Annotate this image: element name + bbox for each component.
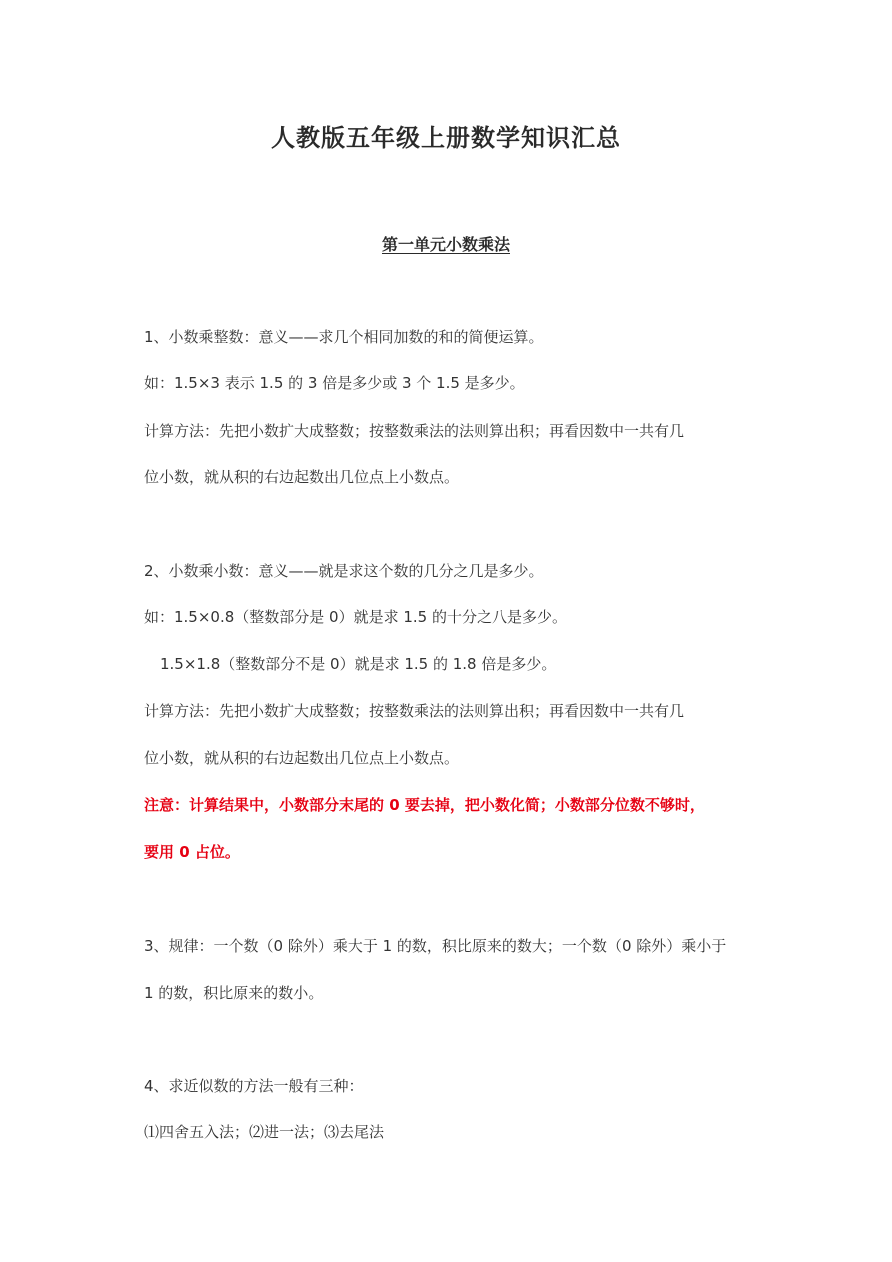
text-line-2: 如：1.5×3 表示 1.5 的 3 倍是多少或 3 个 1.5 是多少。 (144, 374, 525, 392)
unit-title (0, 232, 892, 255)
text-line-3: 计算方法：先把小数扩大成整数；按整数乘法的法则算出积；再看因数中一共有几 (144, 422, 685, 440)
text-line-4: 位小数，就从积的右边起数出几位点上小数点。 (144, 468, 460, 486)
text-line-15: ⑴四舍五入法；⑵进一法；⑶去尾法 (144, 1123, 385, 1141)
text-line-1: 1、小数乘整数：意义——求几个相同加数的和的简便运算。 (144, 328, 544, 346)
text-line-12: 3、规律：一个数（0 除外）乘大于 1 的数，积比原来的数大；一个数（0 除外）乘小于 (144, 937, 727, 955)
text-line-6: 如：1.5×0.8（整数部分是 0）就是求 1.5 的十分之八是多少。 (144, 608, 567, 626)
text-line-7: 1.5×1.8（整数部分不是 0）就是求 1.5 的 1.8 倍是多少。 (160, 655, 557, 673)
unit-title-text: 第一单元小数乘法 (381, 235, 510, 254)
text-line-14: 4、求近似数的方法一般有三种： (144, 1077, 364, 1095)
note-line-2: 要用 0 占位。 (144, 843, 240, 861)
note-line-1: 注意：计算结果中，小数部分末尾的 0 要去掉，把小数化简；小数部分位数不够时， (144, 796, 705, 814)
text-line-5: 2、小数乘小数：意义——就是求这个数的几分之几是多少。 (144, 562, 544, 580)
text-line-13: 1 的数，积比原来的数小。 (144, 984, 324, 1002)
text-line-9: 位小数，就从积的右边起数出几位点上小数点。 (144, 749, 460, 767)
document-title: 人教版五年级上册数学知识汇总 (271, 124, 621, 152)
text-line-8: 计算方法：先把小数扩大成整数；按整数乘法的法则算出积；再看因数中一共有几 (144, 702, 685, 720)
